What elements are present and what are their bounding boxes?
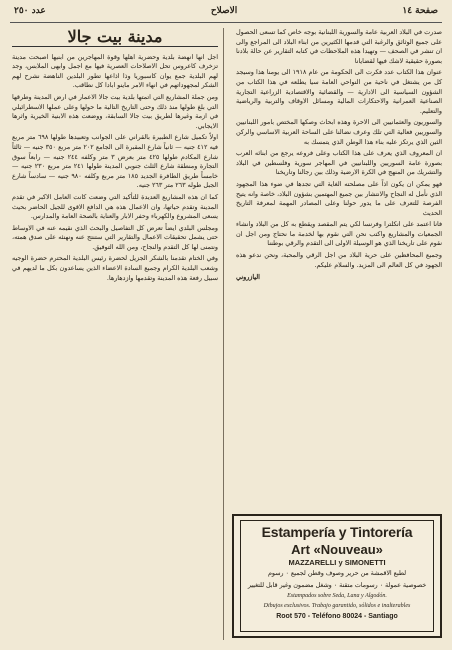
issue-number: عدد ٢٥٠ (14, 6, 46, 16)
right-paragraph-2: عنوان هذا الكتاب عدد فكرت الى الحكومة من عام ١٩١٨ الى يومنا هذا وسيجد كل من يشتغل في ناحية من النواحي العامة سيا يطلعه في هذا الكتاب من الشؤون السياسية الى الادارية — والقضائية والاقتصادية الزراعية التجارية الصناعية العمرانية والاحتكارات المالية ومسائل الاوقاف والتربية والرياضية والتعليم. (236, 68, 442, 115)
ad-arabic-line-2: خصوصية عمولة ٠ رسومات متقنة ٠ وشغل مضمون وغير قابل للتغيير (247, 581, 427, 589)
left-paragraph-4: كما ان هذه المشاريع العديدة للتأكيد التي وضعت كانت العامل الاكبر في تقدم المدينة وتقدم حياتها، وان الاعمال هذه هي الدافع الاقوى للجيل الحاضر بحيث يسعى المشروع والكهرباء وحفر الابار والعناية بالصحة العامة والمدارس. (12, 192, 218, 221)
article-signature: اليازروني (236, 273, 260, 282)
ad-arabic-line-1: لطبع الاقمشة من حرير وصوف وقطن لجميع ٠ رسوم (267, 570, 407, 577)
header-rule (10, 22, 442, 23)
right-paragraph-5: فهو يمكن ان يكون اذاً على مصلحته الغاية التي تجدها في ضوء هذا المجهود الذي نأمل له النجاح والانتشار بين جميع المهتمين بشؤون البلاد، خاصة وانه يتيح الفرصة للتعرف على ما يدور حولنا وعلى المصادر المهمة لمعرفة التاريخ الحديث (236, 179, 442, 217)
right-paragraph-1: صدرت في البلاد العربية عامة والسورية اللبنانية بوجه خاص كما تسعى الحصول على جميع الوثائق والرغبة التي قدمها الكثيرين من ابناء البلاد الى المراجع والى ان تنشر في الصحف — وتهيدا هذه الملاحظات في كتابه التقارير عن حالة بلادنا بصورة حقيقية لاشك فيها لقضايانا (236, 28, 442, 65)
left-paragraph-5: ومجلس البلدي ايضاً تعرض كل التفاصيل والبحث الذي نقيمه عنه في الاوساط حتى يشمل تحقيقات الاعمال والتقارير التي ستنتج عنه ونهنئه على صدق همته، ونتمنى لها كل التقدم والنجاح، ومن الله التوفيق. (12, 223, 218, 251)
ad-contact: Root 570 - Teléfono 80024 - Santiago (276, 613, 398, 620)
right-paragraph-3: والسوريون والعثمانيين الى الاحرة وهذه ابحاث وصكها المختص بامور اللبنانيين والسوريين فعالية التي تلك وعرف نضالنا على الساحة العربية الاساسي والركن الثين الذي يرتكز عليه بناء هذا الوطن الذي يتمسك به (236, 118, 442, 146)
advertisement-inner (240, 520, 434, 632)
left-paragraph-6: وفي الختام تقدمنا بالشكر الجزيل لحضرة رئيس البلدية المحترم حضرة الوجيه وشعب البلدية الكرام وجميع السادة الاعضاء الذين يساعدون بكل ما لديهم في سبيل رفعة هذه المدينة وتقدمها وازدهارها. (12, 254, 218, 282)
ad-brand: Art «Nouveau» (291, 542, 383, 557)
right-paragraph-7: وجميع المحافظين على حرية البلاد من اجل الرقي والمحبة، ونحن ندعو هذه الجهود في كل العالم الى المزيد. والسلام عليكم. (236, 251, 442, 269)
left-paragraph-1: اجل انها انهضة بلدية وحضرية اهلها وقوة المهاجرين من ابنيها اصبحت مدينة تزخرف كاعروس تحل الاصلاحات العصرية فيها مع اجمل وابهى الملابس، وجد لهم البلدية جمع يوان كاسبوريا وذا اذاعها تطور البلدين الناهضة نشرح لهم الشكر لمجهوداتهم في انهاء الامر ماينو ابادا كل نطاقب. (12, 52, 218, 90)
ad-spanish-line-2: Dibujos exclusivos. Trabajo garantido, sólidos e inalterables (263, 603, 411, 609)
left-column (12, 28, 218, 285)
left-paragraph-3: اولاً تكميل شارع الطبيرة بالقراني على الجوانب وتعبيدها طولها ٦٩٨ متر مربع فيه ٤١٢ جنيه — ثانياً شارع المقبرة الى الجامع ٢٠٢ متر مربع ٣٥٠ جنيه — ثالثاً شارع المكادم طولها ٤٢٥ متر بعرض ٣ متر وكلفه ٢٤٤ جنيه — رابعاً سوق التجارة ومنطقة شارع الثلث جنوبي المدينة طولها ٢٤١ متر مربع ٢٣٠ جنيه — خامساً طريق الطافرة الجديد ١٨٥ متر مربع وكلفه ٩٨٠ جنيه — سادساً شارع الجبل طوله ٢٦٣ متر ٢٦٣ جنيه. (12, 133, 218, 190)
newspaper-name: الاصلاح (210, 6, 238, 16)
right-paragraph-6: فانا اعتمد على انكلترا وفرنسا لكي يتم المقصد ويقطع به كل من البلاد وانشاء الجمعيات والمشاريع واكتب نحن التي نقوم بها لخدمة ما نحتاج ومن اجل ان نقوم على تاريخنا الذي هو الوسيلة الاولى الى التقدم والرقي بوطننا (236, 220, 442, 248)
right-paragraph-4: ان المعروف الذي يعرف على هذا الكتاب وعلى فروعه يرجع من ابنائه العرب بصورة عامة السوريين واللبنانيين في المهاجر سورية وفلسطين في البلاد والتشريك من المنهج في الكرة الارضية وذلك بين رجالنا وتاريخنا (236, 149, 442, 177)
ad-title: Estampería y Tintorería (261, 524, 413, 540)
column-divider (223, 28, 224, 640)
left-paragraph-2: ومن جملة المشاريع التي اتمتها بلدية بيت جالا الاعمار في ارض المدينة وطرقها التي بلغ طولها منذ ذلك وحتى التاريخ التالية ما حولها وعلى عملها الاسطرائيلي في ازمة وغيرها لطريق بيت جالا السابقة، ووضعت هذه الابنية الخيرية واثرها الايجابي. (12, 92, 218, 130)
ad-spanish-line-1: Estampados sobre Seda, Lana y Algodón. (287, 593, 387, 599)
article-title: مدينة بيت جالا (12, 32, 218, 47)
advertisement-box (232, 514, 442, 638)
page-header (0, 0, 452, 22)
page-number: صفحة ١٤ (402, 6, 438, 16)
right-column (236, 28, 442, 283)
ad-owners: MAZZARELLI y SIMONETTI (288, 558, 386, 567)
